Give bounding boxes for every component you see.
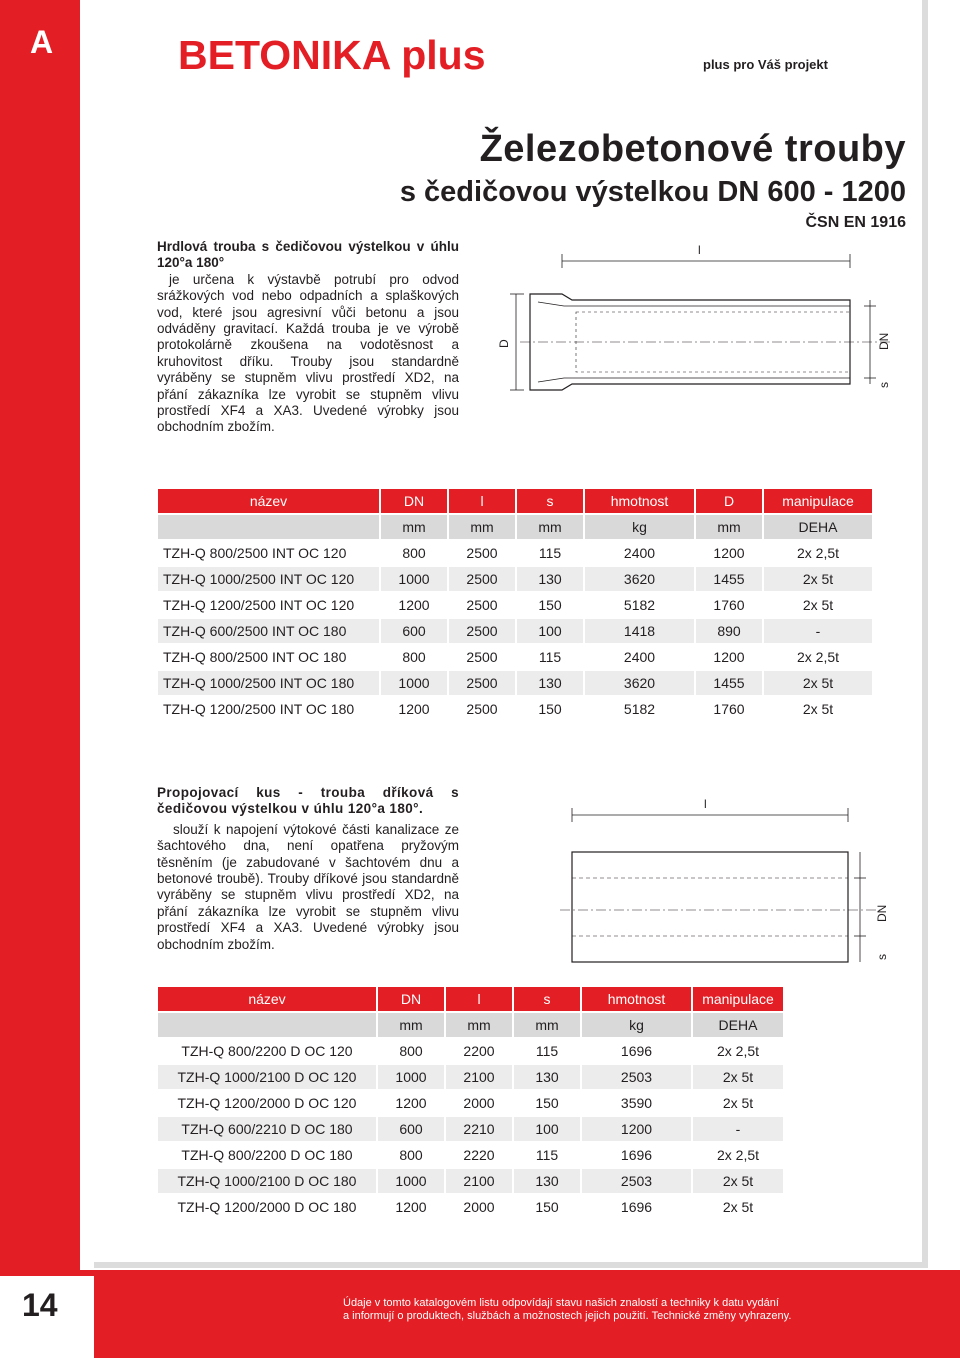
- table-cell: 2500: [466, 701, 498, 717]
- table-cell: 2x 5t: [802, 597, 834, 613]
- footer-disclaimer-line1: Údaje v tomto katalogovém listu odpovídají stavu našich znalostí a techniky k datu vydání: [343, 1297, 779, 1309]
- section1-description: [157, 239, 459, 436]
- unit-cell: mm: [446, 1013, 512, 1037]
- unit-cell: mm: [449, 515, 515, 539]
- table-cell: 115: [538, 545, 562, 561]
- unit-cell: DEHA: [693, 1013, 783, 1037]
- table-row: [158, 671, 872, 695]
- table-cell: 2503: [582, 1169, 691, 1193]
- wall-thickness-label: s: [877, 382, 891, 388]
- table-cell: 2100: [446, 1169, 512, 1193]
- section2-lead: Propojovací kus - trouba dříková s čedičovou výstelkou v úhlu 120°a 180°.: [157, 785, 459, 817]
- table-cell: 100: [517, 619, 583, 643]
- table-cell: 1000: [381, 671, 447, 695]
- panel-shadow-right: [922, 0, 928, 1268]
- col-header: l: [449, 489, 515, 513]
- table-cell: 2503: [582, 1065, 691, 1089]
- section-letter: A: [30, 24, 54, 60]
- table-cell: 800: [402, 649, 426, 665]
- table-cell: 2x 5t: [693, 1169, 783, 1193]
- table-cell: 100: [514, 1117, 580, 1141]
- table-cell: 1418: [585, 619, 694, 643]
- section1-lead: Hrdlová trouba s čedičovou výstelkou v úhlu 120°a 180°: [157, 239, 459, 271]
- spigot-pipe-table: [156, 985, 785, 1221]
- inner-diameter-label: DN: [877, 332, 891, 350]
- table-cell: 150: [538, 701, 562, 717]
- footer-disclaimer-line2: a informují o produktech, službách a možnostech jejich použití. Technické změny vyhrazeny.: [343, 1310, 792, 1322]
- table-cell: 130: [514, 1065, 580, 1089]
- col-header: hmotnost: [582, 987, 691, 1011]
- unit-cell: mm: [514, 1013, 580, 1037]
- table-cell: 2500: [449, 619, 515, 643]
- norm-reference: ČSN EN 1916: [805, 214, 906, 231]
- table-row: [158, 1065, 783, 1089]
- table-cell: 600: [378, 1117, 444, 1141]
- page-title: Železobetonové trouby: [479, 128, 906, 170]
- product-name-cell: TZH-Q 1200/2000 D OC 180: [177, 1199, 357, 1215]
- inner-diameter-label: DN: [875, 904, 889, 922]
- table-row: [158, 1091, 783, 1115]
- section2-description: [157, 785, 459, 953]
- col-header: DN: [381, 489, 447, 513]
- col-header: hmotnost: [585, 489, 694, 513]
- product-name-cell: TZH-Q 800/2200 D OC 120: [181, 1043, 353, 1059]
- product-name-cell: TZH-Q 1000/2100 D OC 120: [158, 1065, 376, 1089]
- table-cell: 1760: [713, 701, 745, 717]
- product-name-cell: TZH-Q 800/2500 INT OC 120: [163, 545, 347, 561]
- table-cell: 2400: [623, 545, 656, 561]
- table-cell: 2500: [466, 545, 498, 561]
- product-name-cell: TZH-Q 1000/2500 INT OC 180: [158, 671, 379, 695]
- table-cell: 2x 2,5t: [796, 545, 840, 561]
- table-row: [158, 1143, 783, 1167]
- unit-cell: DEHA: [764, 515, 872, 539]
- col-header: název: [158, 987, 376, 1011]
- table-cell: 2x 2,5t: [716, 1043, 760, 1059]
- table-cell: 1760: [713, 597, 745, 613]
- table-cell: -: [764, 619, 872, 643]
- table-cell: 2400: [623, 649, 656, 665]
- table-cell: 1200: [395, 1199, 427, 1215]
- table-cell: 2x 5t: [764, 671, 872, 695]
- table-cell: 1000: [381, 567, 447, 591]
- table-cell: 2x 5t: [802, 701, 834, 717]
- table-cell: 115: [535, 1043, 559, 1059]
- col-header: D: [696, 489, 762, 513]
- table-cell: 2x 5t: [693, 1065, 783, 1089]
- page-subtitle: s čedičovou výstelkou DN 600 - 1200: [399, 176, 906, 208]
- table-row: [158, 541, 872, 565]
- unit-cell: kg: [582, 1013, 691, 1037]
- product-name-cell: TZH-Q 1200/2500 INT OC 120: [163, 597, 355, 613]
- section1-body: je určena k výstavbě potrubí pro odvod srážkových vod nebo odpadních a splaškových vod, které jsou agresivní vůči betonu a jsou odváděny gravitací. Každá trouba je ve výrobě protokolárně zkoušena na vodotěsnost a kruhovitost dříku. Trouby jsou standardně vyráběny se stupněm vlivu prostředí XD2, na přání zákazníka lze vyrobit se stupněm vlivu prostředí XF4 a XA3. Uvedené výrobky jsou obchodním zbožím.: [157, 271, 459, 435]
- section2-body: slouží k napojení výtokové části kanalizace ze šachtového dna, není opatřena pryžovým těsněním (je zabudované v šachtovém dnu a betonové troubě). Trouby dříkové jsou standardně vyráběny se stupněm vlivu prostředí XD2, na přání zákazníka lze vyrobit se stupněm vlivu prostředí XF4 a XA3. Uvedené výrobky jsou obchodním zbožím.: [157, 821, 459, 952]
- product-name-cell: TZH-Q 1200/2500 INT OC 180: [163, 701, 355, 717]
- unit-cell: [158, 1013, 376, 1037]
- table-cell: 1200: [582, 1117, 691, 1141]
- product-name-cell: TZH-Q 1000/2100 D OC 180: [158, 1169, 376, 1193]
- table-cell: 2500: [449, 567, 515, 591]
- table-cell: 115: [535, 1147, 559, 1163]
- table-cell: 2x 2,5t: [796, 649, 840, 665]
- side-color-bar: [0, 0, 80, 1270]
- table-cell: 130: [517, 671, 583, 695]
- footer-disclaimer: [343, 1297, 791, 1323]
- table-cell: 2500: [466, 649, 498, 665]
- table-cell: 800: [399, 1043, 423, 1059]
- product-name-cell: TZH-Q 800/2500 INT OC 180: [163, 649, 347, 665]
- product-name-cell: TZH-Q 1200/2000 D OC 120: [177, 1095, 357, 1111]
- unit-cell: mm: [381, 515, 447, 539]
- table-row: [158, 697, 872, 721]
- table-cell: 1200: [713, 649, 745, 665]
- table-cell: 2500: [449, 671, 515, 695]
- table-cell: 150: [538, 597, 562, 613]
- table-cell: 1455: [696, 671, 762, 695]
- socket-pipe-table: [156, 487, 874, 723]
- col-header: s: [517, 489, 583, 513]
- unit-cell: mm: [696, 515, 762, 539]
- table-row: [158, 1195, 783, 1219]
- table-cell: 2x 5t: [764, 567, 872, 591]
- table-cell: 2200: [463, 1043, 495, 1059]
- table-cell: 1200: [395, 1095, 427, 1111]
- table-cell: 115: [538, 649, 562, 665]
- table-units-row: [158, 1013, 783, 1037]
- col-header: manipulace: [764, 489, 872, 513]
- panel-shadow-bottom: [94, 1262, 928, 1268]
- outer-diameter-label: D: [497, 339, 511, 348]
- col-header: s: [514, 987, 580, 1011]
- length-label: l: [698, 243, 701, 257]
- table-cell: 2x 2,5t: [716, 1147, 760, 1163]
- unit-cell: [158, 515, 379, 539]
- table-units-row: [158, 515, 872, 539]
- brand-tagline: plus pro Váš projekt: [703, 57, 828, 72]
- page-number: 14: [22, 1287, 58, 1323]
- table-cell: 1696: [620, 1147, 653, 1163]
- table-cell: 600: [381, 619, 447, 643]
- unit-cell: kg: [585, 515, 694, 539]
- table-cell: 1000: [378, 1169, 444, 1193]
- table-cell: 2220: [463, 1147, 495, 1163]
- table-cell: 1200: [398, 701, 430, 717]
- table-cell: 2x 5t: [722, 1095, 754, 1111]
- table-cell: 2000: [463, 1199, 495, 1215]
- table-row: [158, 567, 872, 591]
- table-cell: 3620: [585, 671, 694, 695]
- table-cell: 1455: [696, 567, 762, 591]
- table-header-row: [158, 987, 783, 1011]
- table-cell: 1696: [620, 1199, 653, 1215]
- table-cell: 130: [517, 567, 583, 591]
- table-cell: 3590: [620, 1095, 653, 1111]
- col-header: DN: [378, 987, 444, 1011]
- table-cell: 1000: [378, 1065, 444, 1089]
- table-row: [158, 593, 872, 617]
- table-cell: 2100: [446, 1065, 512, 1089]
- table-cell: 150: [535, 1199, 559, 1215]
- brand-title: BETONIKA plus: [178, 32, 486, 78]
- table-cell: 1200: [713, 545, 745, 561]
- table-row: [158, 619, 872, 643]
- length-label: l: [704, 797, 707, 811]
- table-cell: 2500: [466, 597, 498, 613]
- unit-cell: mm: [378, 1013, 444, 1037]
- table-cell: 5182: [623, 701, 656, 717]
- table-cell: 890: [696, 619, 762, 643]
- col-header: l: [446, 987, 512, 1011]
- table-row: [158, 1169, 783, 1193]
- table-row: [158, 1117, 783, 1141]
- product-name-cell: TZH-Q 600/2500 INT OC 180: [158, 619, 379, 643]
- table-cell: 800: [399, 1147, 423, 1163]
- wall-thickness-label: s: [875, 954, 889, 960]
- table-cell: 800: [402, 545, 426, 561]
- table-cell: 130: [514, 1169, 580, 1193]
- table-row: [158, 645, 872, 669]
- product-name-cell: TZH-Q 600/2210 D OC 180: [158, 1117, 376, 1141]
- table-cell: 1696: [620, 1043, 653, 1059]
- spigot-pipe-diagram: [560, 790, 900, 970]
- table-cell: 3620: [585, 567, 694, 591]
- table-cell: 5182: [623, 597, 656, 613]
- table-cell: -: [693, 1117, 783, 1141]
- table-cell: 2000: [463, 1095, 495, 1111]
- table-cell: 2210: [446, 1117, 512, 1141]
- col-header: manipulace: [693, 987, 783, 1011]
- table-cell: 150: [535, 1095, 559, 1111]
- table-row: [158, 1039, 783, 1063]
- col-header: název: [158, 489, 379, 513]
- table-cell: 2x 5t: [722, 1199, 754, 1215]
- unit-cell: mm: [517, 515, 583, 539]
- product-name-cell: TZH-Q 800/2200 D OC 180: [181, 1147, 353, 1163]
- socket-pipe-diagram: [490, 228, 902, 398]
- product-name-cell: TZH-Q 1000/2500 INT OC 120: [158, 567, 379, 591]
- table-header-row: [158, 489, 872, 513]
- table-cell: 1200: [398, 597, 430, 613]
